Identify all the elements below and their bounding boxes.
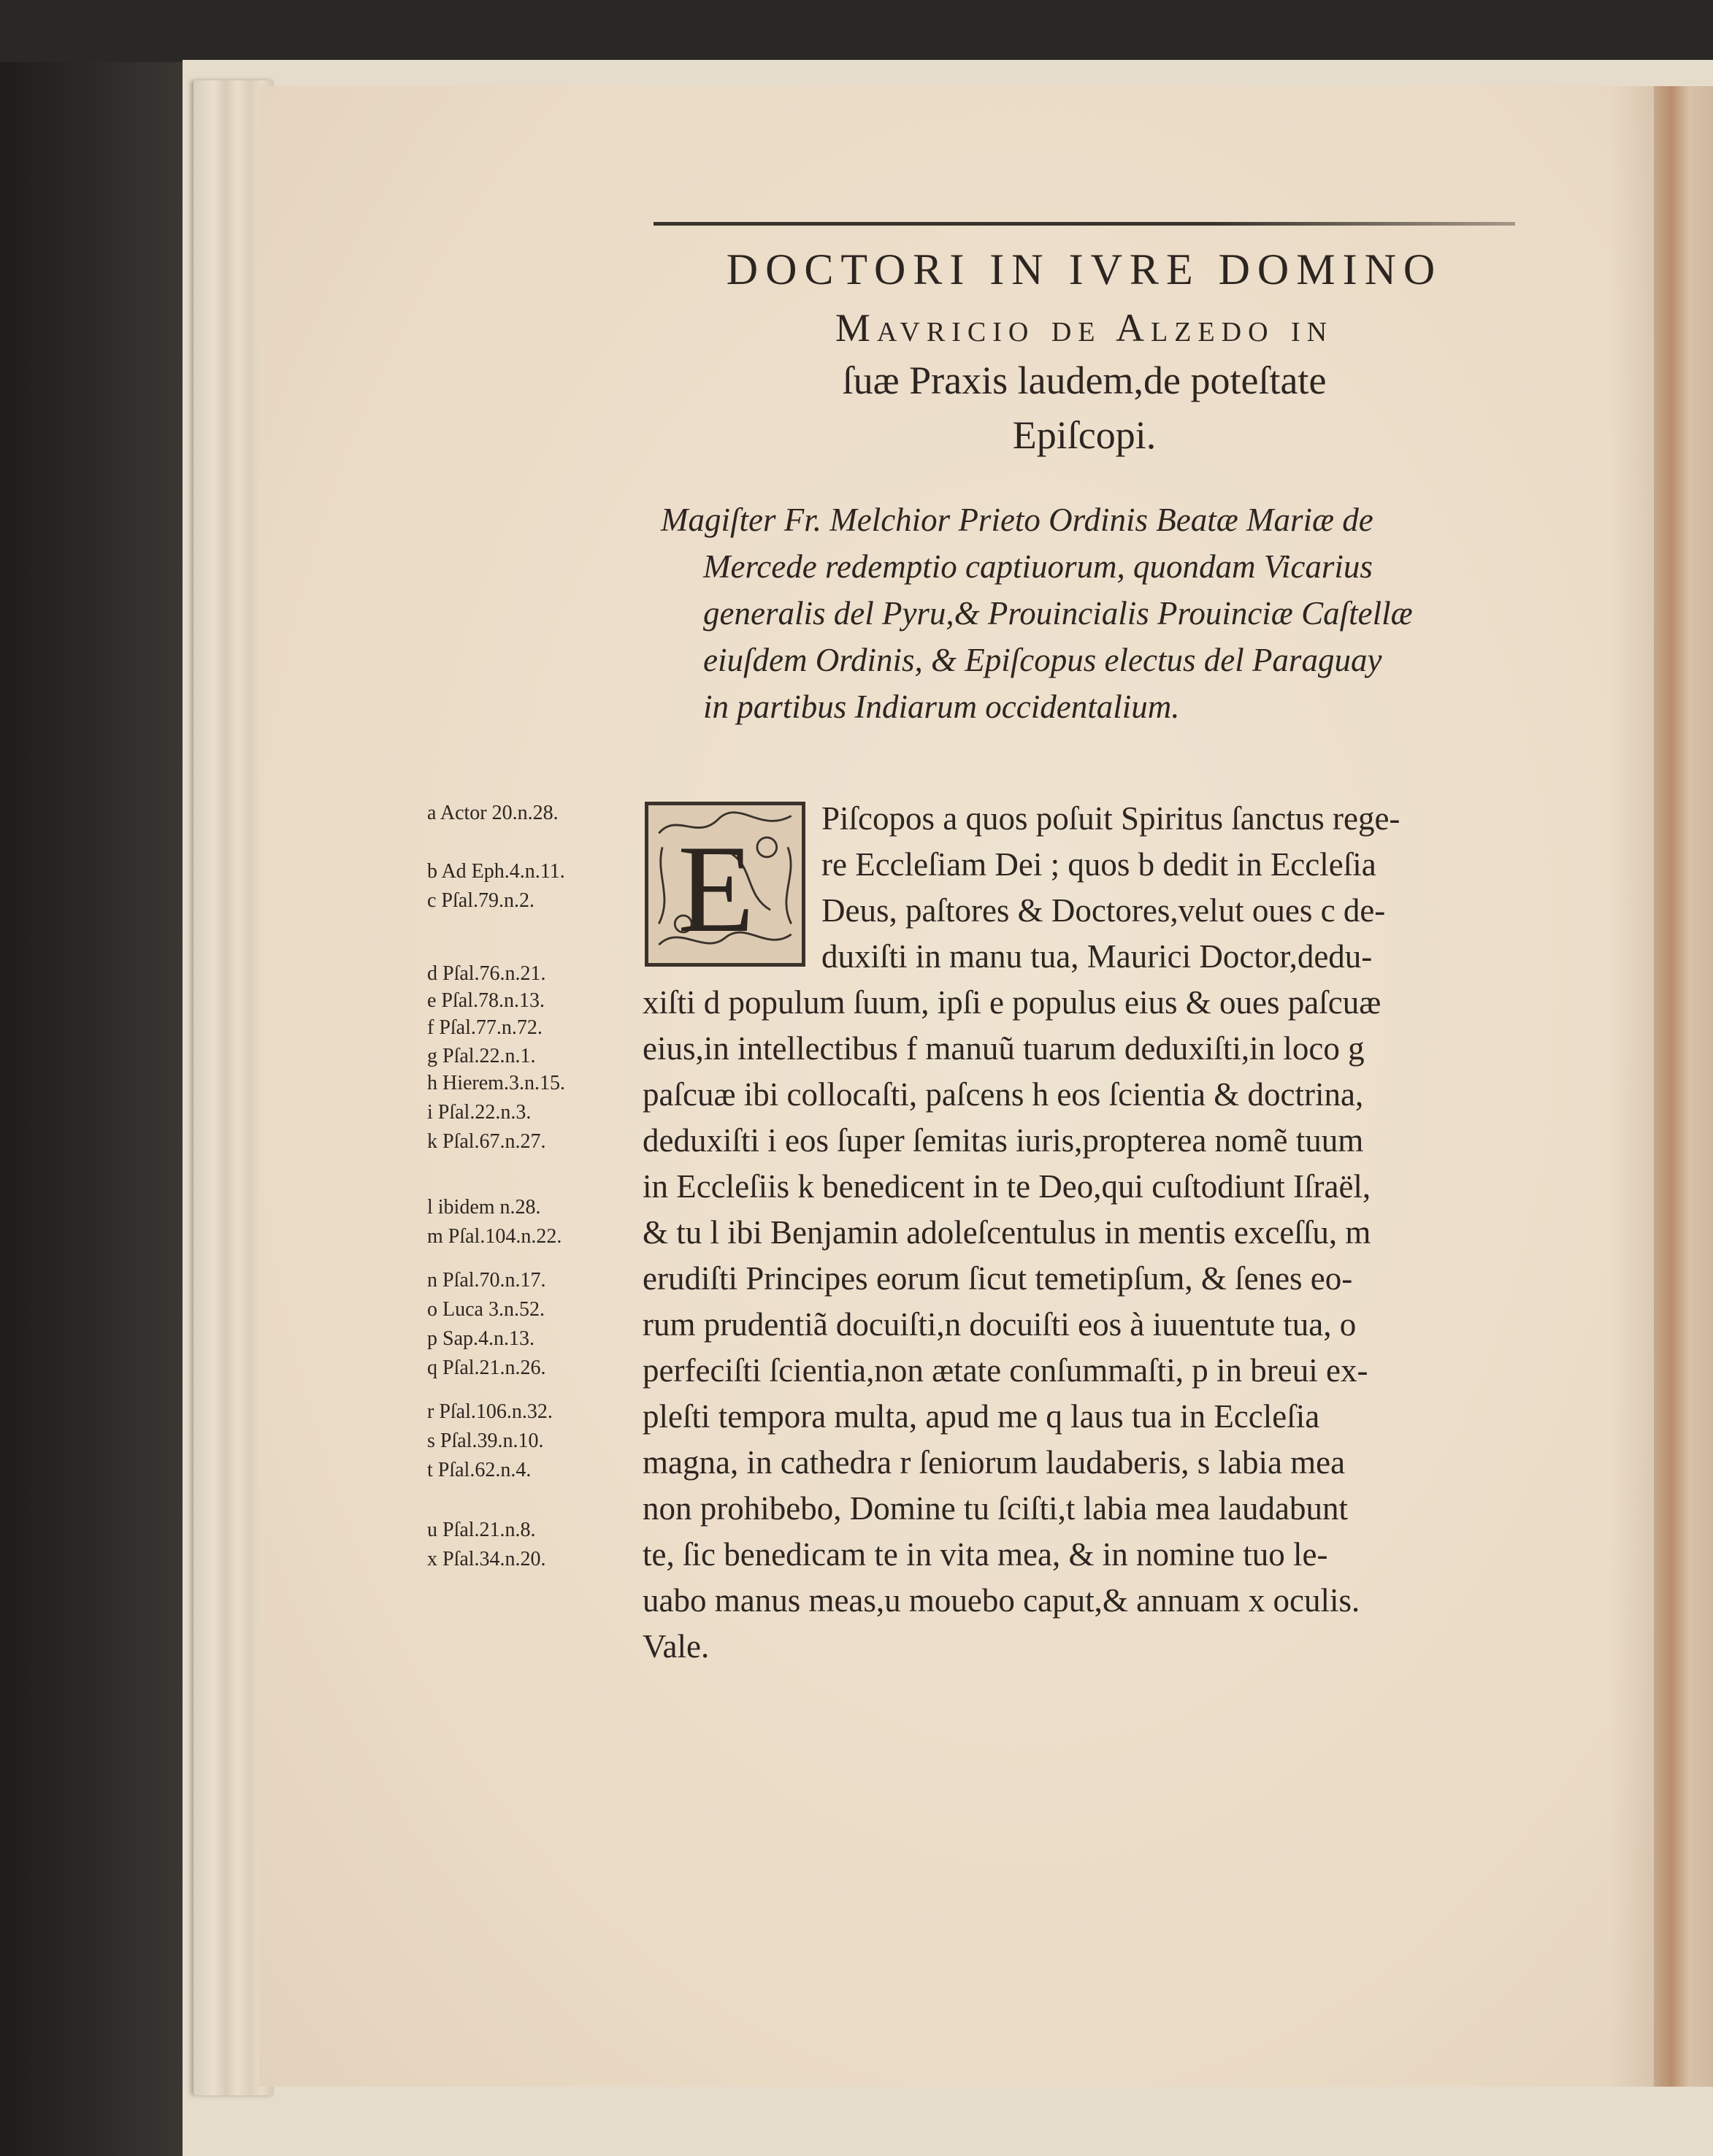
body-line: eius,in intellectibus f manuũ tuarum deduxiſti,in loco g: [643, 1030, 1365, 1067]
body-line: paſcuæ ibi collocaſti, paſcens h eos ſcientia & doctrina,: [643, 1076, 1364, 1113]
heading-line-1: DOCTORI IN IVRE DOMINO: [726, 245, 1443, 294]
margin-note: d Pſal.76.n.21.: [427, 962, 546, 985]
body-line: xiſti d populum ſuum, ipſi e populus eius & oues paſcuæ: [643, 984, 1381, 1021]
body-line: in Eccleſiis k benedicent in te Deo,qui cuſtodiunt Iſraël,: [643, 1168, 1371, 1205]
body-line: te, ſic benedicam te in vita mea, & in nomine tuo le-: [643, 1536, 1328, 1573]
margin-note: s Pſal.39.n.10.: [427, 1430, 544, 1452]
heading-line-2: Mavricio de Alzedo in: [835, 306, 1334, 350]
margin-note: f Pſal.77.n.72.: [427, 1016, 543, 1039]
margin-note: u Pſal.21.n.8.: [427, 1519, 536, 1541]
page-gutter-shadow: [1610, 86, 1654, 2087]
margin-note: x Pſal.34.n.20.: [427, 1548, 546, 1570]
body-line: erudiſti Principes eorum ſicut temetipſum, & ſenes eo-: [643, 1260, 1353, 1297]
margin-note: a Actor 20.n.28.: [427, 802, 559, 824]
drop-cap-letter: E: [678, 819, 755, 959]
margin-note: b Ad Eph.4.n.11.: [427, 860, 565, 883]
facing-page-edge: [1654, 86, 1713, 2087]
intro-line: Magiſter Fr. Melchior Prieto Ordinis Beatæ Mariæ de: [661, 502, 1373, 538]
body-line: re Eccleſiam Dei ; quos b dedit in Eccleſia: [821, 846, 1376, 883]
margin-note: r Pſal.106.n.32.: [427, 1400, 553, 1423]
margin-note: e Pſal.78.n.13.: [427, 989, 545, 1012]
body-line: Deus, paſtores & Doctores,velut oues c de-: [821, 892, 1386, 929]
intro-line: Mercede redemptio captiuorum, quondam Vicarius: [703, 548, 1373, 585]
heading-line-4: Epiſcopi.: [1012, 413, 1157, 457]
margin-note: m Pſal.104.n.22.: [427, 1225, 562, 1248]
dark-background-top: [0, 0, 1713, 62]
margin-note: t Pſal.62.n.4.: [427, 1459, 532, 1481]
main-body-text: [643, 796, 1519, 1670]
body-line: perfeciſti ſcientia,non ætate conſummaſti, p in breui ex-: [643, 1352, 1368, 1389]
dedication-intro: [661, 496, 1522, 730]
body-line: deduxiſti i eos ſuper ſemitas iuris,propterea nomẽ tuum: [643, 1122, 1364, 1159]
body-line: pleſti tempora multa, apud me q laus tua in Eccleſia: [643, 1398, 1320, 1435]
margin-note: p Sap.4.n.13.: [427, 1327, 534, 1350]
dark-background-left: [0, 0, 183, 2156]
margin-note: k Pſal.67.n.27.: [427, 1130, 546, 1153]
body-line: Vale.: [643, 1628, 710, 1665]
body-line: uabo manus meas,u mouebo caput,& annuam x oculis.: [643, 1582, 1360, 1619]
margin-note: q Pſal.21.n.26.: [427, 1357, 546, 1379]
header-rule: [654, 222, 1515, 226]
body-line: non prohibebo, Domine tu ſciſti,t labia mea laudabunt: [643, 1490, 1349, 1527]
heading-line-3: ſuæ Praxis laudem,de poteſtate: [842, 358, 1327, 402]
intro-line: generalis del Pyru,& Prouincialis Prouinciæ Caſtellæ: [703, 595, 1413, 632]
margin-note: l ibidem n.28.: [427, 1196, 541, 1219]
margin-note: n Pſal.70.n.17.: [427, 1269, 546, 1292]
body-line: magna, in cathedra r ſeniorum laudaberis, s labia mea: [643, 1444, 1346, 1481]
margin-note: h Hierem.3.n.15.: [427, 1072, 565, 1094]
body-line: rum prudentiã docuiſti,n docuiſti eos à iuuentute tua, o: [643, 1306, 1357, 1343]
body-line: & tu l ibi Benjamin adoleſcentulus in mentis exceſſu, m: [643, 1214, 1371, 1251]
margin-note: c Pſal.79.n.2.: [427, 889, 534, 912]
margin-note: i Pſal.22.n.3.: [427, 1101, 532, 1124]
intro-line: eiuſdem Ordinis, & Epiſcopus electus del Paraguay: [703, 642, 1382, 678]
body-line: Piſcopos a quos poſuit Spiritus ſanctus rege-: [821, 800, 1400, 837]
body-line: duxiſti in manu tua, Maurici Doctor,dedu-: [821, 938, 1373, 975]
margin-note: g Pſal.22.n.1.: [427, 1045, 536, 1067]
intro-line: in partibus Indiarum occidentalium.: [703, 688, 1180, 725]
margin-note: o Luca 3.n.52.: [427, 1298, 545, 1321]
